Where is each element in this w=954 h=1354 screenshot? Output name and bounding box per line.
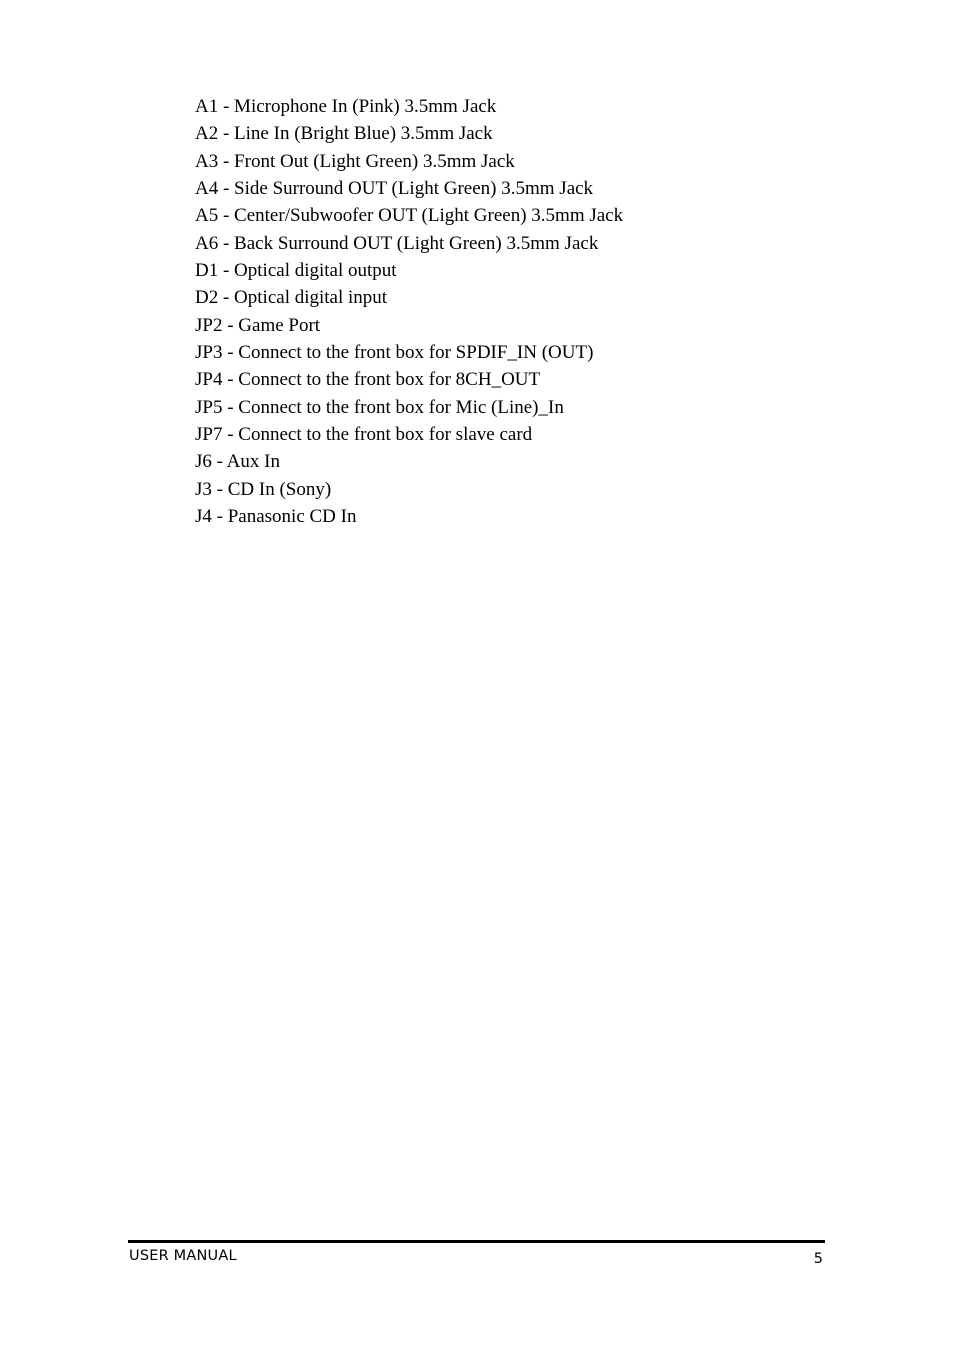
page-number: 5 xyxy=(813,1251,823,1267)
connector-item: D2 - Optical digital input xyxy=(195,287,388,309)
connector-item: D1 - Optical digital output xyxy=(195,260,397,282)
connector-item: J4 - Panasonic CD In xyxy=(195,506,357,528)
connector-item: J6 - Aux In xyxy=(195,451,280,473)
connector-item: A4 - Side Surround OUT (Light Green) 3.5mm Jack xyxy=(195,178,594,200)
connector-list xyxy=(195,93,623,531)
connector-item: A2 - Line In (Bright Blue) 3.5mm Jack xyxy=(195,123,493,145)
connector-item: JP5 - Connect to the front box for Mic (Line)_In xyxy=(195,396,564,418)
footer-rule xyxy=(128,1240,825,1243)
connector-item: A6 - Back Surround OUT (Light Green) 3.5mm Jack xyxy=(195,232,599,254)
connector-item: JP3 - Connect to the front box for SPDIF_IN (OUT) xyxy=(195,342,594,364)
connector-item: J3 - CD In (Sony) xyxy=(195,478,332,500)
page-footer xyxy=(128,1240,825,1280)
connector-item: JP2 - Game Port xyxy=(195,314,321,336)
connector-item: A1 - Microphone In (Pink) 3.5mm Jack xyxy=(195,96,497,117)
connector-item: A3 - Front Out (Light Green) 3.5mm Jack xyxy=(195,150,515,172)
connector-item: A5 - Center/Subwoofer OUT (Light Green) 3.5mm Jack xyxy=(195,205,624,227)
footer-title: USER MANUAL xyxy=(129,1248,237,1264)
connector-item: JP4 - Connect to the front box for 8CH_OUT xyxy=(195,369,541,391)
connector-item: JP7 - Connect to the front box for slave card xyxy=(195,424,533,446)
